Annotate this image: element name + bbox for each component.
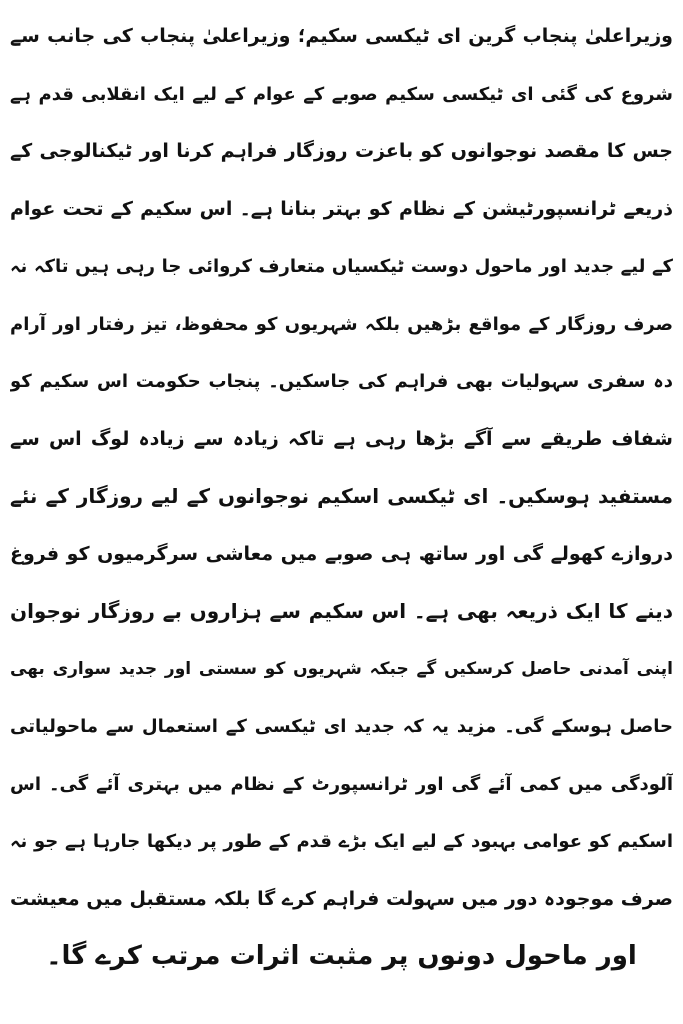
- article-line-16: صرف موجودہ دور میں سہولت فراہم کرے گا بلکہ مستقبل میں معیشت: [10, 887, 673, 910]
- article-line-5: کے لیے جدید اور ماحول دوست ٹیکسیاں متعارف کروائی جا رہی ہیں تاکہ نہ: [10, 256, 673, 277]
- article-body: [10, 8, 673, 986]
- article-line-7: دہ سفری سہولیات بھی فراہم کی جاسکیں۔ پنجاب حکومت اس سکیم کو: [10, 371, 673, 392]
- article-line-8: شفاف طریقے سے آگے بڑھا رہی ہے تاکہ زیادہ سے زیادہ لوگ اس سے: [10, 427, 673, 450]
- article-line-2: شروع کی گئی ای ٹیکسی سکیم صوبے کے عوام کے لیے ایک انقلابی قدم ہے: [10, 83, 673, 105]
- article-line-12: اپنی آمدنی حاصل کرسکیں گے جبکہ شہریوں کو سستی اور جدید سواری بھی: [10, 658, 673, 679]
- article-line-4: ذریعے ٹرانسپورٹیشن کے نظام کو بہتر بنانا ہے۔ اس سکیم کے تحت عوام: [10, 197, 673, 220]
- article-line-13: حاصل ہوسکے گی۔ مزید یہ کہ جدید ای ٹیکسی کے استعمال سے ماحولیاتی: [10, 716, 673, 737]
- article-line-17: اور ماحول دونوں پر مثبت اثرات مرتب کرے گا۔: [46, 941, 637, 971]
- article-line-10: دروازے کھولے گی اور ساتھ ہی صوبے میں معاشی سرگرمیوں کو فروغ: [10, 542, 673, 565]
- article-line-9: مستفید ہوسکیں۔ ای ٹیکسی اسکیم نوجوانوں کے لیے روزگار کے نئے: [10, 484, 673, 508]
- article-line-14: آلودگی میں کمی آئے گی اور ٹرانسپورٹ کے نظام میں بہتری آئے گی۔ اس: [10, 773, 673, 795]
- article-line-15: اسکیم کو عوامی بہبود کے لیے ایک بڑے قدم کے طور پر دیکھا جارہا ہے جو نہ: [10, 831, 673, 852]
- article-line-11: دینے کا ایک ذریعہ بھی ہے۔ اس سکیم سے ہزاروں بے روزگار نوجوان: [10, 599, 673, 623]
- article-line-1: وزیراعلیٰ پنجاب گرین ای ٹیکسی سکیم؛ وزیراعلیٰ پنجاب کی جانب سے: [10, 25, 673, 47]
- article-line-6: صرف روزگار کے مواقع بڑھیں بلکہ شہریوں کو محفوظ، تیز رفتار اور آرام: [10, 313, 673, 335]
- article-line-3: جس کا مقصد نوجوانوں کو باعزت روزگار فراہم کرنا اور ٹیکنالوجی کے: [10, 140, 673, 162]
